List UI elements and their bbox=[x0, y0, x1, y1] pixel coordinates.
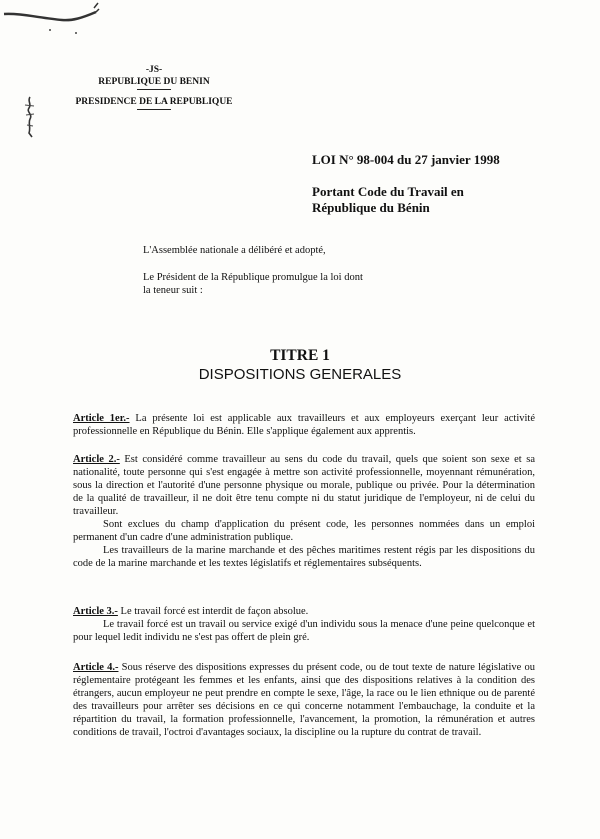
intro-president-line2: la teneur suit : bbox=[143, 285, 203, 296]
law-subject-line1: Portant Code du Travail en bbox=[312, 184, 464, 199]
law-number-date: LOI N° 98-004 du 27 janvier 1998 bbox=[312, 152, 500, 167]
title-number: TITRE 1 bbox=[270, 347, 330, 364]
emblem-icon bbox=[22, 95, 38, 139]
header-republic bbox=[64, 76, 244, 90]
article-2-label: Article 2.- bbox=[73, 454, 120, 465]
article-2-paragraph-2: Sont exclues du champ d'application du présent code, les personnes nommées dans un emploi permanent d'un cadre d'une administration publique. bbox=[73, 519, 535, 543]
article-2-text: Est considéré comme travailleur au sens du code du travail, quels que soient son sexe et sa nationalité, toute personne qui s'est engagée à mettre son activité professionnelle, moyennant rémunération, sous la direction et l'autorité d'une personne physique ou morale, publique ou privée. Pour la détermination de la qualité de travailleur, il ne doit être tenu compte ni du statut juridique de l'employeur, ni de celui du travailleur. bbox=[73, 454, 535, 517]
law-subject-line2: République du Bénin bbox=[312, 200, 430, 215]
article-1-label: Article 1er.- bbox=[73, 413, 130, 424]
article-2-paragraph-3: Les travailleurs de la marine marchande et des pêches maritimes restent régis par les dispositions du code de la marine marchande et les textes législatifs et réglementaires subséquents. bbox=[73, 545, 535, 569]
header-presidency-text: PRESIDENCE DE LA REPUBLIQUE bbox=[75, 97, 233, 107]
header-presidency bbox=[64, 96, 244, 110]
article-3-text: Le travail forcé est interdit de façon absolue. bbox=[117, 606, 309, 617]
article-4-label: Article 4.- bbox=[73, 662, 119, 673]
intro-president-line1: Le Président de la République promulgue la loi dont bbox=[143, 272, 363, 283]
header-motto: -JS- bbox=[145, 65, 163, 75]
divider bbox=[137, 89, 171, 90]
article-2 bbox=[73, 453, 535, 570]
title-name: DISPOSITIONS GENERALES bbox=[198, 366, 402, 383]
article-1 bbox=[73, 412, 535, 438]
article-1-text: La présente loi est applicable aux travailleurs et aux employeurs exerçant leur activité professionnelle en République du Bénin. Elle s'applique également aux apprentis. bbox=[73, 413, 536, 437]
scan-stroke-mark bbox=[0, 0, 110, 40]
divider bbox=[137, 109, 171, 110]
header-republic-text: REPUBLIQUE DU BENIN bbox=[98, 77, 210, 87]
intro-assembly: L'Assemblée nationale a délibéré et adopté, bbox=[143, 245, 326, 256]
article-3 bbox=[73, 605, 535, 644]
article-4 bbox=[73, 661, 535, 739]
article-3-label: Article 3.- bbox=[73, 606, 118, 617]
article-4-text: Sous réserve des dispositions expresses du présent code, ou de tout texte de nature législative ou réglementaire protégeant les femmes et les enfants, ainsi que des dispositions relatives à la condition des étrangers, aucun employeur ne peut prendre en compte le sexe, l'âge, la race ou le lien ethnique ou de parenté des travailleurs pour arrêter ses décisions en ce qui concerne notamment l'embauchage, la conduite et la répartition du travail, la formation professionnelle, l'avancement, la promotion, la rémunération et autres conditions de travail, l'octroi d'avantages sociaux, la discipline ou la rupture du contrat de travail. bbox=[73, 662, 535, 738]
article-3-paragraph-2: Le travail forcé est un travail ou service exigé d'un individu sous la menace d'une peine quelconque et pour lequel ledit individu ne s'est pas offert de plein gré. bbox=[73, 619, 535, 643]
